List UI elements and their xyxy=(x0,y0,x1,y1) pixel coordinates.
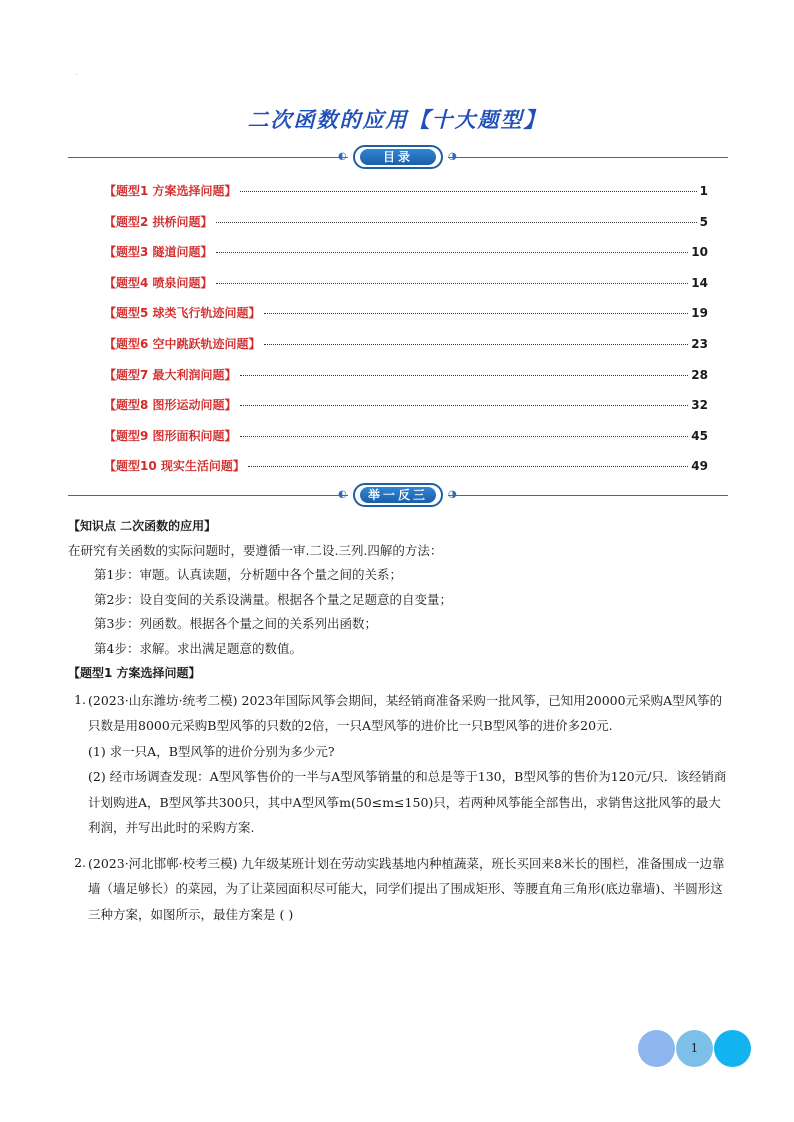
toc-badge xyxy=(353,145,443,169)
ornament-right-icon: ◑ xyxy=(448,489,457,500)
toc-leader xyxy=(216,252,689,253)
toc-entry-page[interactable]: 32 xyxy=(691,398,708,413)
toc-leader xyxy=(240,436,689,437)
question-2 xyxy=(68,851,728,928)
toc-entry-title[interactable]: 【题型6 空中跳跃轨迹问题】 xyxy=(104,336,261,351)
ornament-right-icon: ◑ xyxy=(448,151,457,162)
ornament-left-icon: ◐ xyxy=(338,489,347,500)
toc-entry-page[interactable]: 28 xyxy=(691,367,708,382)
document-body xyxy=(68,514,728,927)
section-divider xyxy=(68,486,728,506)
toc-leader xyxy=(240,405,689,406)
toc-badge-label: 目录 xyxy=(360,149,436,165)
toc-entry-title[interactable]: 【题型1 方案选择问题】 xyxy=(104,184,237,198)
toc-entry-page[interactable]: 19 xyxy=(691,306,708,321)
toc-entry[interactable] xyxy=(104,304,708,335)
toc-entry-title[interactable]: 【题型7 最大利润问题】 xyxy=(104,367,237,382)
toc-entry-title[interactable]: 【题型10 现实生活问题】 xyxy=(104,459,245,474)
toc-divider xyxy=(68,148,728,168)
page-title: 二次函数的应用【十大题型】 xyxy=(247,108,547,132)
section-badge xyxy=(353,483,443,507)
divider-line-right xyxy=(448,157,728,158)
knowledge-step: 第3步：列函数。根据各个量之间的关系列出函数； xyxy=(94,616,377,631)
divider-line-left xyxy=(68,157,348,158)
divider-line-right xyxy=(448,495,728,496)
question-text: (2023·山东潍坊·统考二模) 2023年国际风筝会期间，某经销商准备采购一批风筝，已知用20000元采购A型风筝的只数是用8000元采购B型风筝的只数的2倍，一只A型风筝的进价比一只B型风筝的进价多20元. xyxy=(88,692,723,733)
type1-heading: 【题型1 方案选择问题】 xyxy=(68,666,201,680)
toc-entry-title[interactable]: 【题型9 图形面积问题】 xyxy=(104,428,237,443)
question-number: 2. xyxy=(74,854,86,870)
toc-entry[interactable] xyxy=(104,427,708,458)
toc-entry-title[interactable]: 【题型4 喷泉问题】 xyxy=(104,275,213,290)
toc-entry-title[interactable]: 【题型8 图形运动问题】 xyxy=(104,398,237,413)
toc-entry-page[interactable]: 14 xyxy=(691,275,708,290)
toc-entry[interactable] xyxy=(104,396,708,427)
knowledge-step: 第1步：审题。认真读题，分析题中各个量之间的关系； xyxy=(94,567,402,582)
toc-leader xyxy=(240,375,689,376)
table-of-contents xyxy=(104,182,708,488)
page-number: 1 xyxy=(690,1041,699,1055)
toc-leader xyxy=(264,344,689,345)
toc-entry[interactable] xyxy=(104,274,708,305)
header-mark: · xyxy=(76,72,78,79)
toc-entry-page[interactable]: 5 xyxy=(699,214,708,229)
toc-entry-title[interactable]: 【题型5 球类飞行轨迹问题】 xyxy=(104,306,261,321)
toc-leader xyxy=(216,222,697,223)
toc-entry-page[interactable]: 1 xyxy=(699,184,708,198)
knowledge-step: 第2步：设自变间的关系设满量。根据各个量之足题意的自变量； xyxy=(94,591,452,607)
footer-circle-decoration xyxy=(714,1030,751,1067)
toc-leader xyxy=(240,191,697,192)
section-badge-label: 举一反三 xyxy=(360,487,436,503)
toc-leader xyxy=(264,313,689,314)
toc-entry-title[interactable]: 【题型3 隧道问题】 xyxy=(104,245,213,260)
toc-entry[interactable] xyxy=(104,182,708,213)
question-sub-2: (2) 经市场调查发现：A型风筝售价的一半与A型风筝销量的和总是等于130，B型风筝的售价为120元/只．该经销商计划购进A，B型风筝共300只，其中A型风筝m(50≤m≤150)只，若两种风筝能全部售出，求销售这批风筝的最大利润，并写出此时的采购方案. xyxy=(88,769,727,835)
question-sub-1: (1) 求一只A，B型风筝的进价分别为多少元? xyxy=(88,743,335,759)
knowledge-step: 第4步：求解。求出满足题意的数值。 xyxy=(94,640,302,656)
toc-entry-title[interactable]: 【题型2 拱桥问题】 xyxy=(104,214,213,229)
question-1 xyxy=(68,688,728,841)
toc-entry[interactable] xyxy=(104,243,708,274)
knowledge-intro: 在研究有关函数的实际问题时，要遵循一审.二设.三列.四解的方法： xyxy=(68,542,443,558)
question-number: 1. xyxy=(74,691,86,707)
footer-circle-decoration xyxy=(638,1030,675,1067)
toc-entry-page[interactable]: 49 xyxy=(691,459,708,474)
ornament-left-icon: ◐ xyxy=(338,151,347,162)
toc-entry[interactable] xyxy=(104,213,708,244)
question-text: (2023·河北邯郸·校考三模) 九年级某班计划在劳动实践基地内种植蔬菜，班长买回来8米长的围栏，准备围成一边靠墙（墙足够长）的菜园，为了让菜园面积尽可能大，同学们提出了围成矩形、等腰直角三角形(底边靠墙)、半圆形这三种方案，如图所示，最佳方案是 ( ) xyxy=(88,855,725,922)
divider-line-left xyxy=(68,495,348,496)
toc-entry-page[interactable]: 10 xyxy=(691,245,708,260)
knowledge-heading: 【知识点 二次函数的应用】 xyxy=(68,519,217,533)
toc-entry-page[interactable]: 23 xyxy=(691,336,708,351)
toc-leader xyxy=(248,466,688,467)
toc-leader xyxy=(216,283,689,284)
toc-entry[interactable] xyxy=(104,366,708,397)
toc-entry-page[interactable]: 45 xyxy=(691,428,708,443)
toc-entry[interactable] xyxy=(104,335,708,366)
